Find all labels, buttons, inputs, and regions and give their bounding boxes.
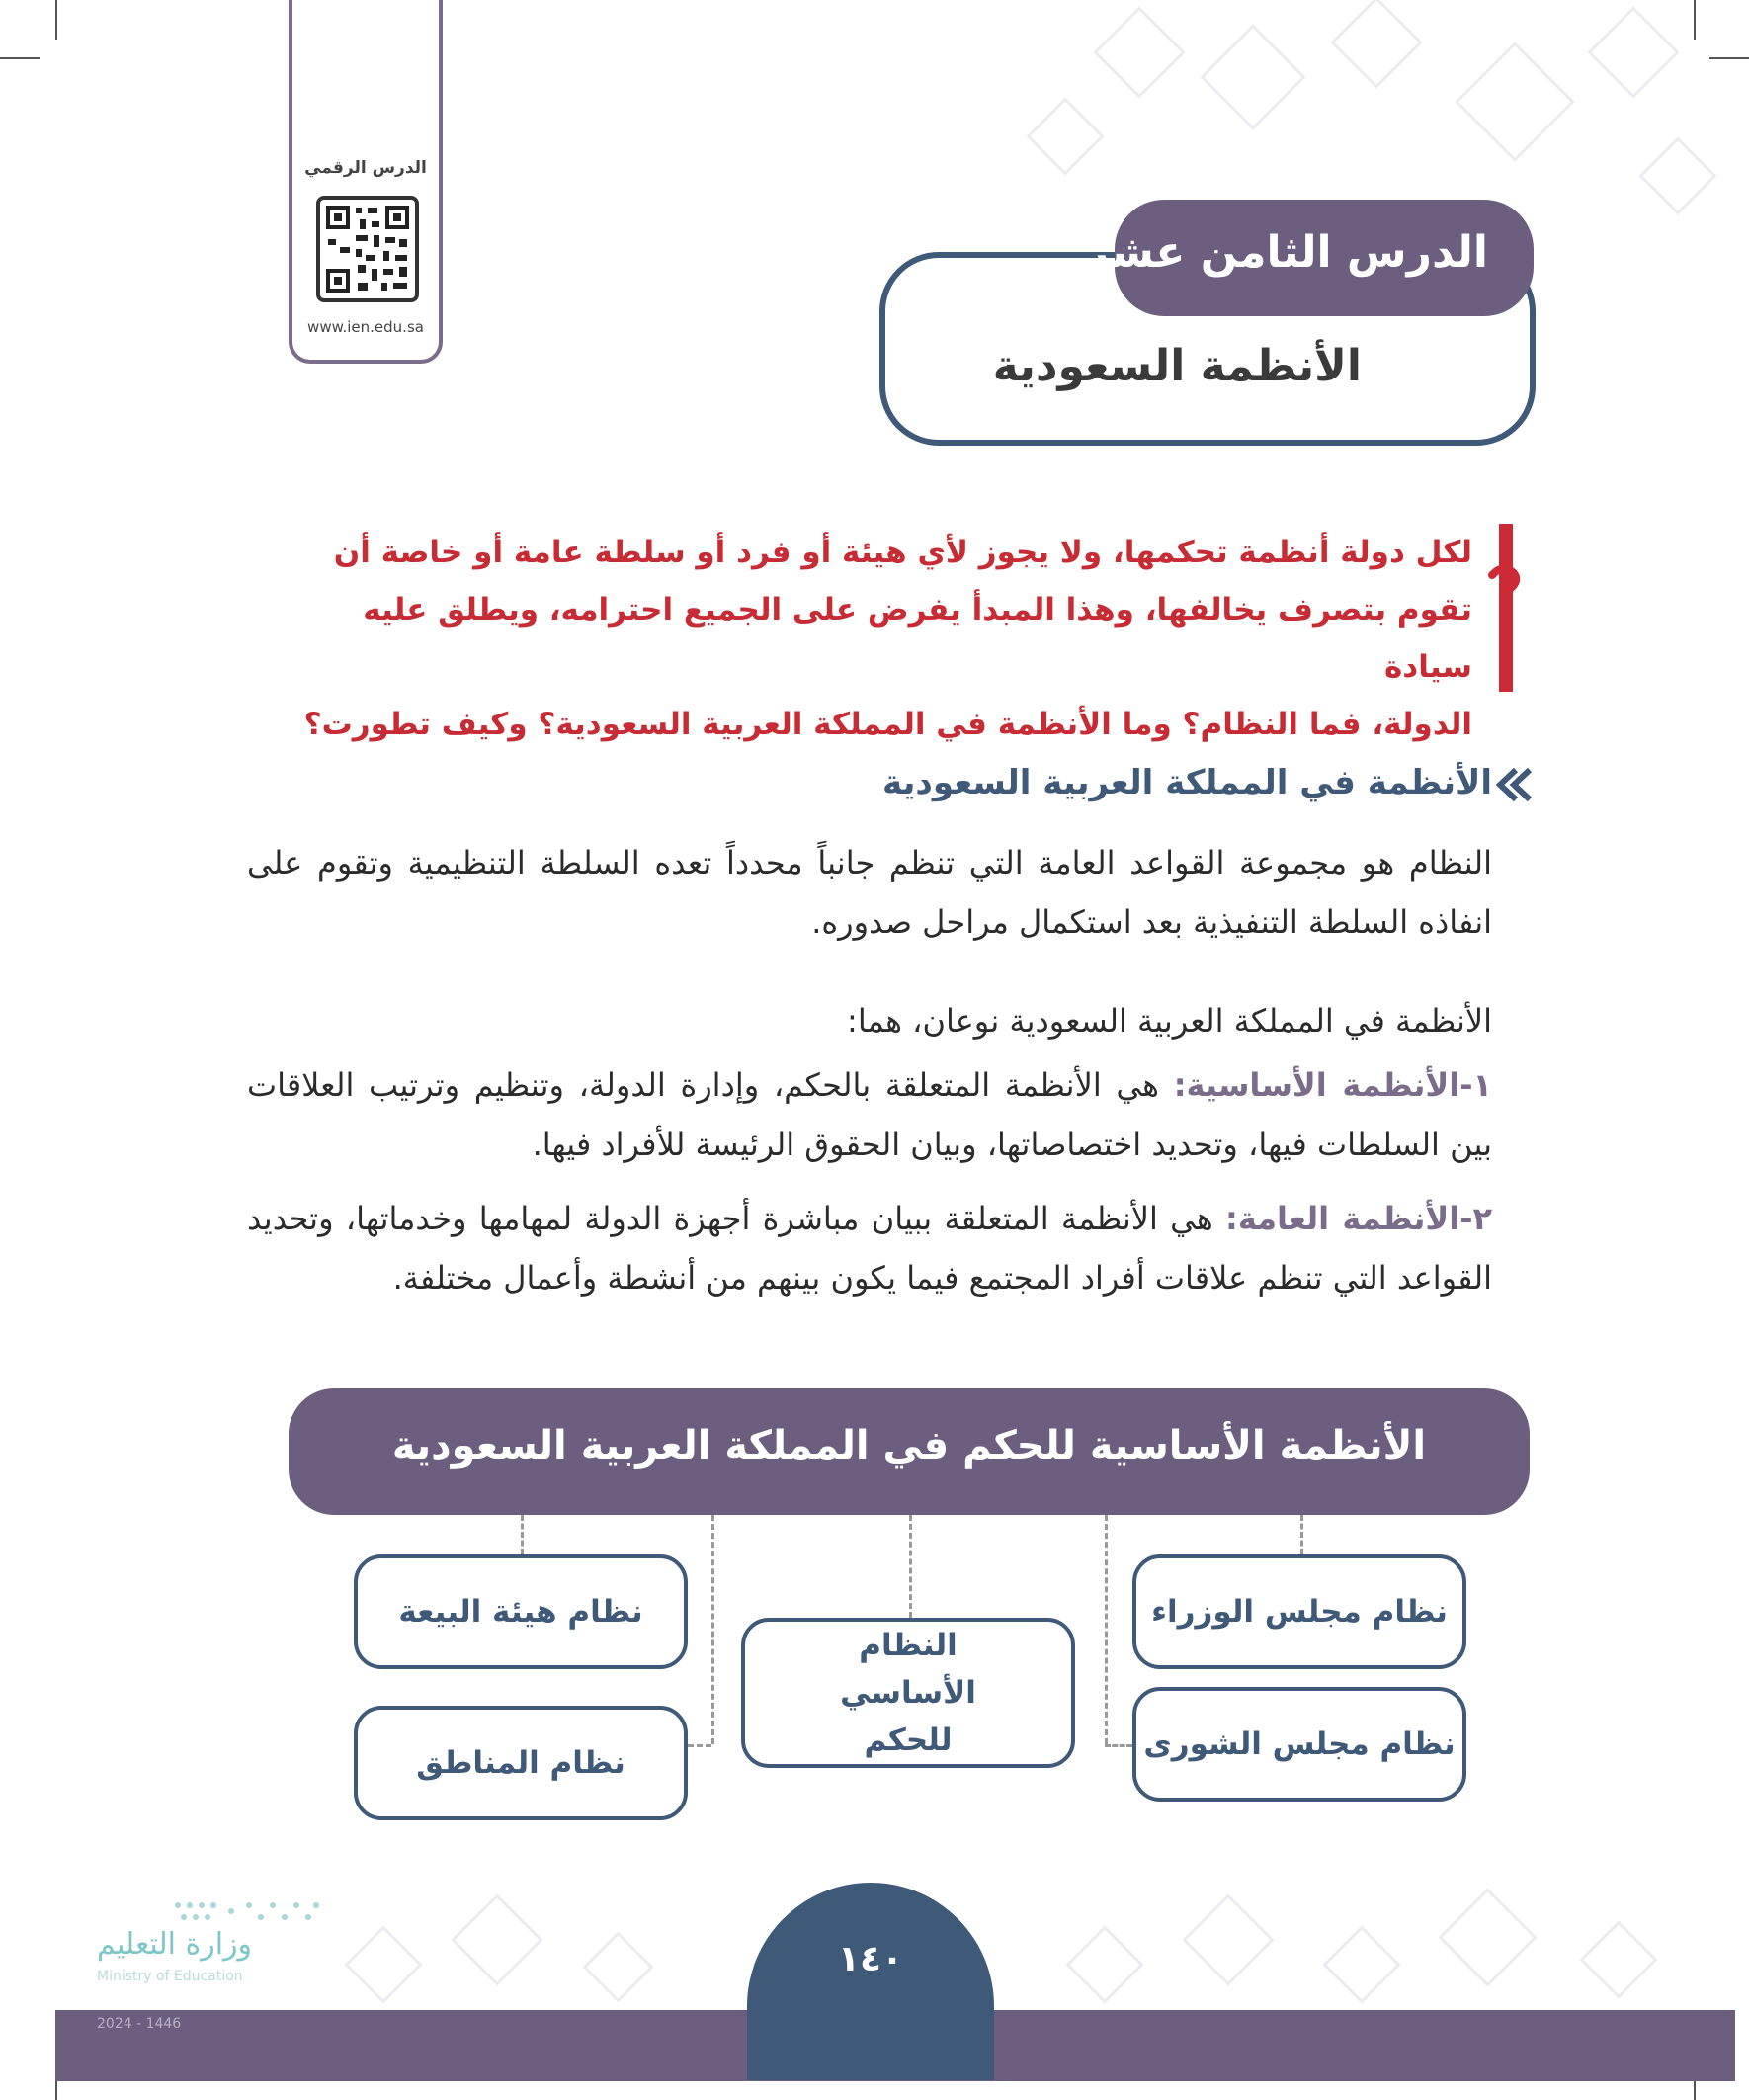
diagram-title: الأنظمة الأساسية للحكم في المملكة العربية السعودية xyxy=(391,1423,1427,1469)
ministry-name-arabic: وزارة التعليم xyxy=(97,1927,253,1962)
type-2-number: ٢- xyxy=(1459,1200,1493,1237)
page-number-tab xyxy=(747,1883,994,2080)
background-pattern xyxy=(1322,1925,1400,2003)
type-2-paragraph xyxy=(247,1189,1492,1307)
qr-code-icon[interactable] xyxy=(316,196,419,302)
connector-line xyxy=(711,1515,714,1744)
node-shura-council: نظام مجلس الشورى xyxy=(1132,1687,1466,1802)
node-allegiance-council: نظام هيئة البيعة xyxy=(354,1554,688,1669)
background-pattern xyxy=(344,1925,422,2003)
background-pattern xyxy=(1200,24,1305,129)
background-pattern xyxy=(1455,42,1575,162)
definition-paragraph: النظام هو مجموعة القواعد العامة التي تنظم جانباً محدداً تعده السلطة التنظيمية وتقوم على انفاذه السلطة التنفيذية بعد استكمال مراحل صدوره. xyxy=(247,844,1492,941)
digital-lesson-label: الدرس الرقمي xyxy=(304,158,427,178)
connector-line xyxy=(688,1744,711,1747)
type-2-text: هي الأنظمة المتعلقة ببيان مباشرة أجهزة الدولة لمهامها وخدماتها، وتحديد القواعد التي تنظم علاقات أفراد المجتمع فيما يكون بينهم من أنشطة وأعمال مختلفة. xyxy=(247,1200,1492,1297)
digital-lesson-card[interactable] xyxy=(289,0,443,364)
lesson-title: الأنظمة السعودية xyxy=(992,341,1362,391)
background-pattern xyxy=(1638,136,1716,214)
type-2-term: الأنظمة العامة: xyxy=(1225,1200,1460,1237)
background-pattern xyxy=(1330,0,1422,89)
type-1-term: الأنظمة الأساسية: xyxy=(1173,1066,1460,1104)
crop-mark xyxy=(1709,57,1749,59)
node-basic-law: النظام الأساسي للحكم xyxy=(741,1618,1075,1768)
edition-year: 2024 - 1446 xyxy=(97,2016,182,2032)
lesson-number: الدرس الثامن عشر xyxy=(1084,227,1488,278)
connector-line xyxy=(909,1515,912,1618)
crop-mark xyxy=(1694,0,1696,40)
background-pattern xyxy=(1093,6,1185,98)
background-pattern xyxy=(582,1931,653,2002)
question-mark-icon xyxy=(1482,561,1524,621)
intro-question xyxy=(287,524,1472,753)
node-council-of-ministers: نظام مجلس الوزراء xyxy=(1132,1554,1466,1669)
background-pattern xyxy=(1065,1925,1143,2003)
background-pattern xyxy=(1438,1888,1537,1986)
type-1-paragraph xyxy=(247,1055,1492,1174)
crop-mark xyxy=(55,0,57,40)
ministry-name-english: Ministry of Education xyxy=(97,1969,243,1984)
background-pattern xyxy=(1026,97,1104,175)
connector-line xyxy=(1105,1515,1108,1744)
intro-line: لكل دولة أنظمة تحكمها، ولا يجوز لأي هيئة أو فرد أو سلطة عامة أو خاصة أن xyxy=(333,535,1472,570)
node-regions: نظام المناطق xyxy=(354,1706,688,1820)
background-pattern xyxy=(1182,1893,1274,1985)
type-1-text: هي الأنظمة المتعلقة بالحكم، وإدارة الدولة، وتنظيم وترتيب العلاقات بين السلطات فيها، وتحديد اختصاصاتها، وبيان الحقوق الرئيسة للأفراد فيها. xyxy=(247,1066,1492,1163)
connector-line xyxy=(1300,1515,1303,1554)
double-chevron-icon xyxy=(1494,766,1534,803)
ministry-logo-icon xyxy=(168,1897,326,1927)
background-pattern xyxy=(1587,6,1679,98)
crop-mark xyxy=(0,57,40,59)
page-number: ١٤٠ xyxy=(838,1939,903,1979)
background-pattern xyxy=(451,1893,542,1985)
type-1-number: ١- xyxy=(1459,1066,1493,1104)
background-pattern xyxy=(1579,1920,1657,1998)
types-intro: الأنظمة في المملكة العربية السعودية نوعان، هما: xyxy=(847,1002,1492,1040)
connector-line xyxy=(521,1515,524,1554)
connector-line xyxy=(1105,1744,1132,1747)
section-heading: الأنظمة في المملكة العربية السعودية xyxy=(882,763,1492,802)
intro-line: تقوم بتصرف يخالفها، وهذا المبدأ يفرض على الجميع احترامه، ويطلق عليه سيادة xyxy=(363,592,1472,685)
digital-lesson-url[interactable]: www.ien.edu.sa xyxy=(307,318,424,336)
intro-line: الدولة، فما النظام؟ وما الأنظمة في المملكة العربية السعودية؟ وكيف تطورت؟ xyxy=(303,707,1472,742)
